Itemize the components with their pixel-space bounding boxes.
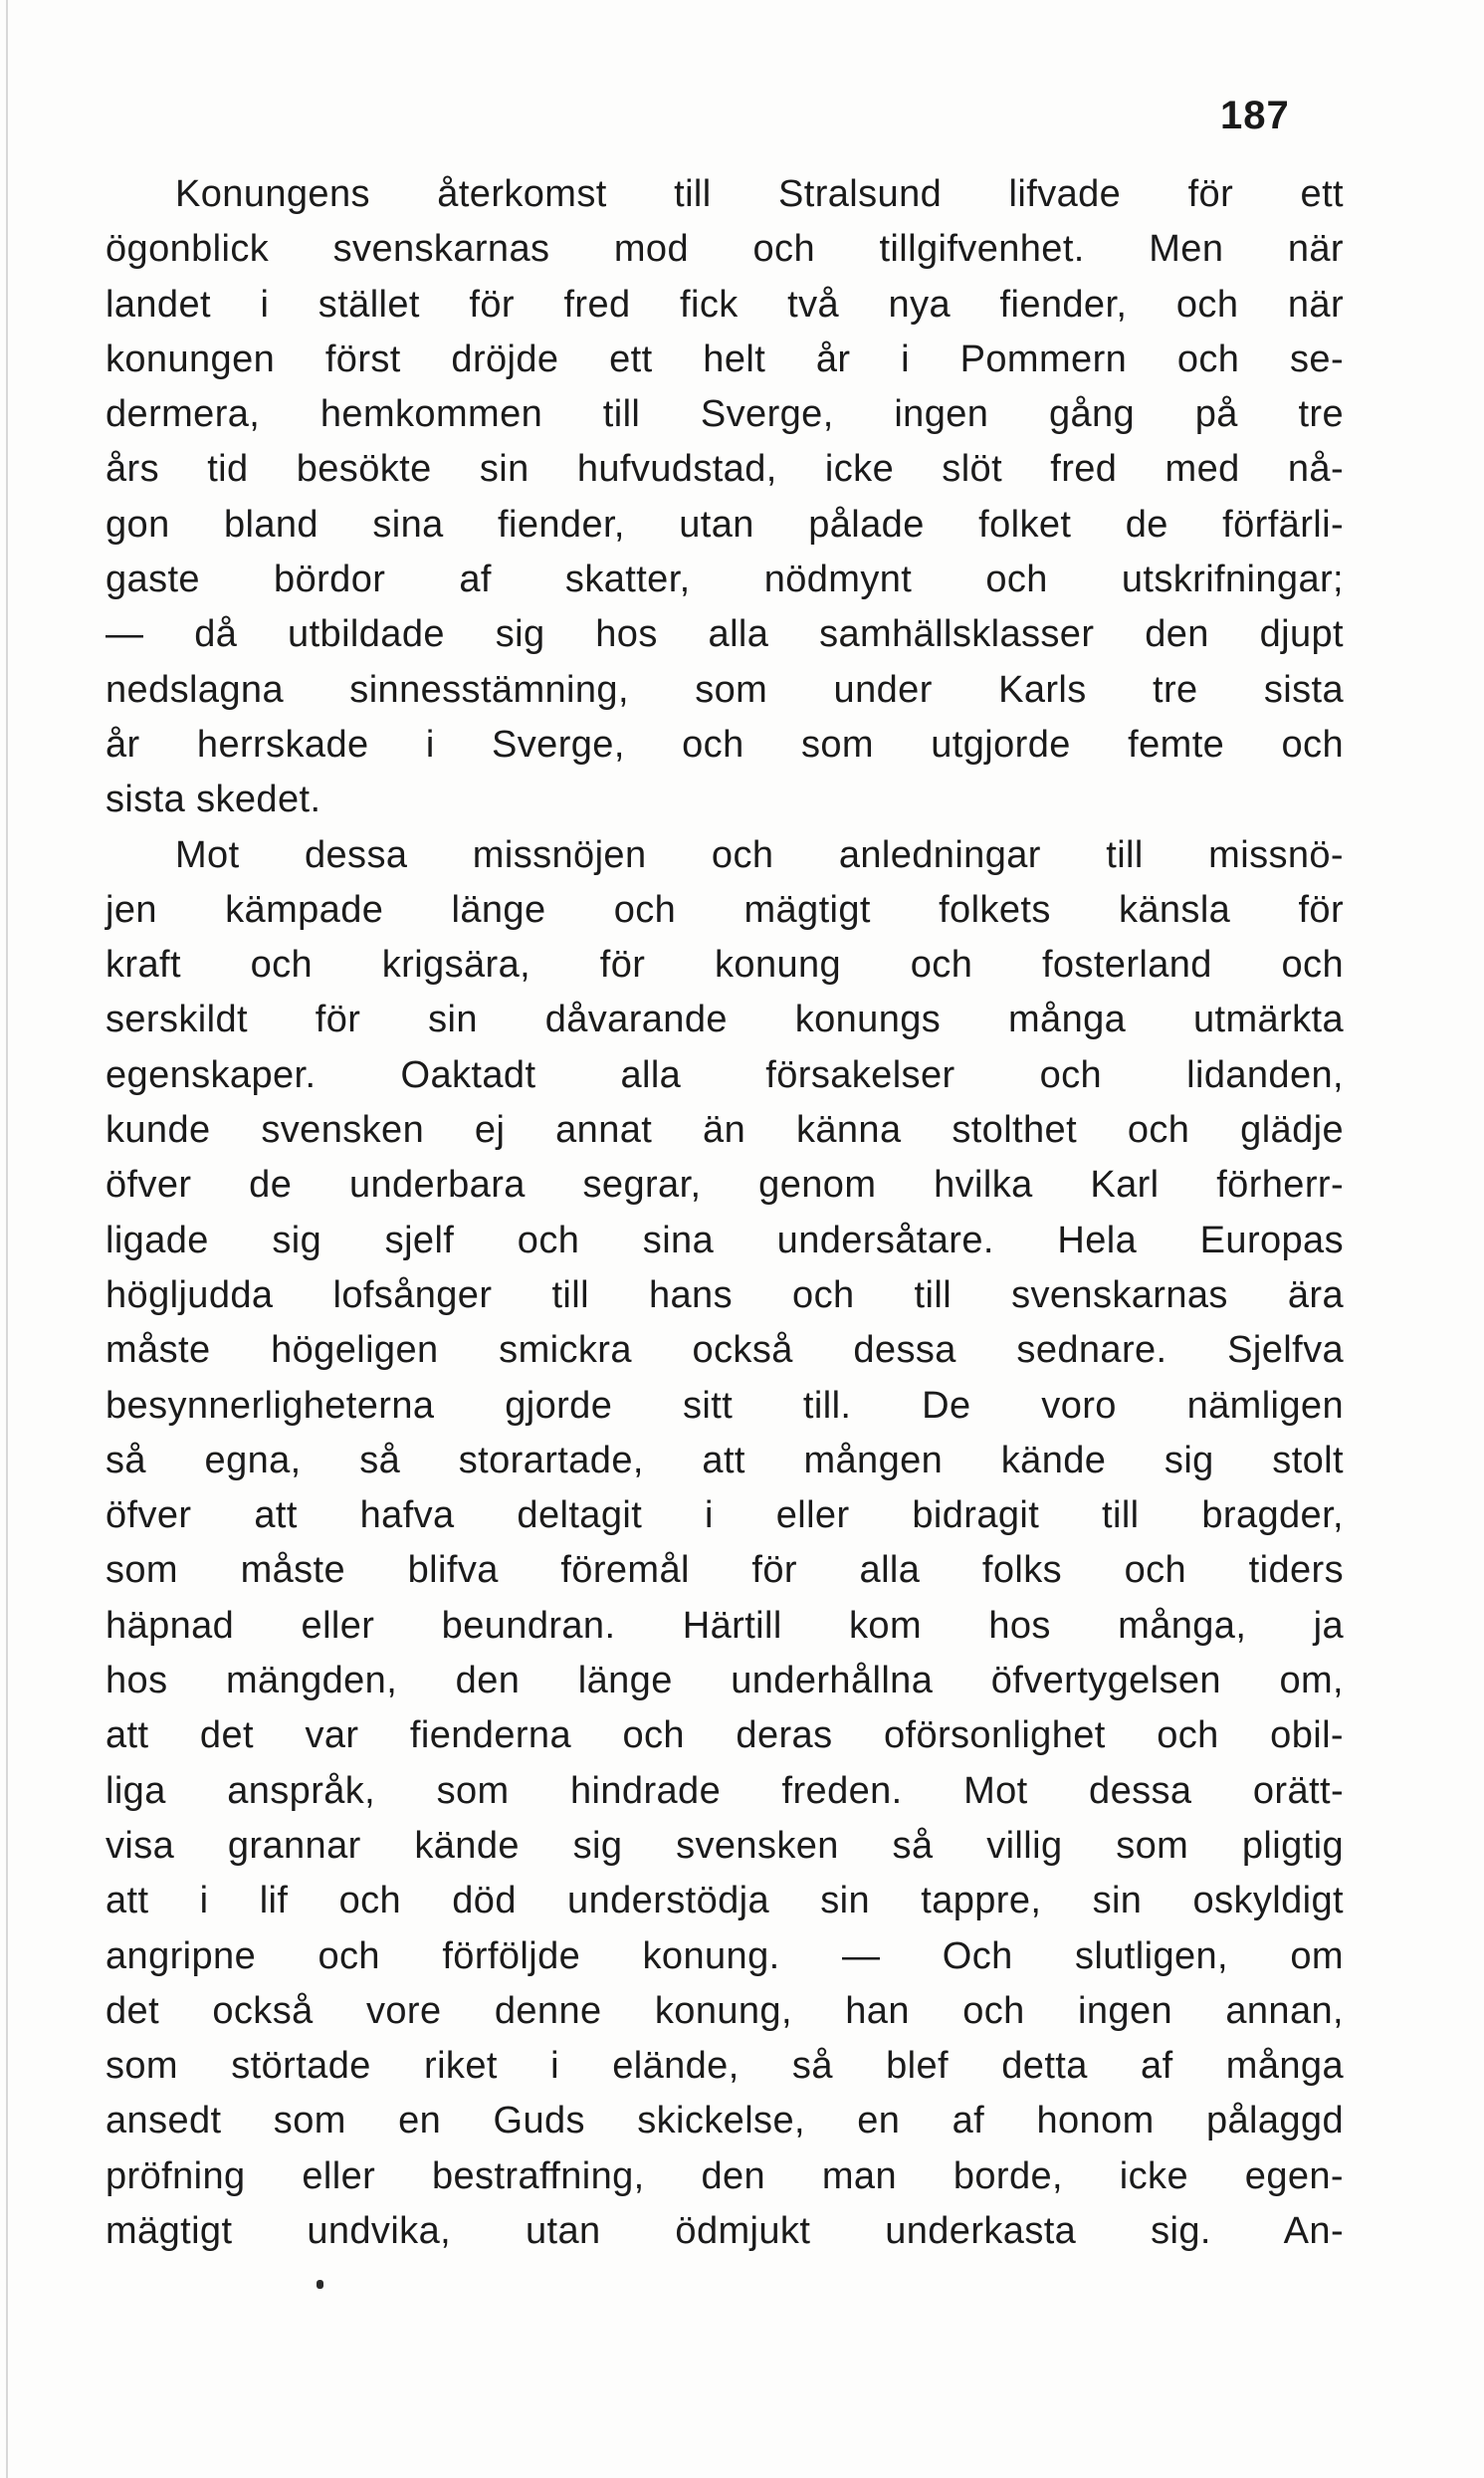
text-line: nedslagna sinnesstämning, som under Karls tre sista: [106, 668, 1344, 711]
text-line: Mot dessa missnöjen och anledningar till missnö-: [175, 833, 1344, 876]
text-line: egenskaper. Oaktadt alla försakelser och lidanden,: [106, 1053, 1344, 1096]
body-text: [106, 167, 1344, 2259]
text-line: Konungens återkomst till Stralsund lifvade för ett: [175, 173, 1344, 215]
text-line: landet i stället för fred fick två nya fiender, och när: [106, 283, 1344, 326]
text-line: att det var fienderna och deras oförsonlighet och obil-: [106, 1714, 1344, 1757]
text-line: jen kämpade länge och mägtigt folkets känsla för: [106, 888, 1344, 931]
text-line: så egna, så storartade, att mången kände sig stolt: [106, 1439, 1344, 1481]
text-line: mägtigt undvika, utan ödmjukt underkasta sig. An-: [106, 2209, 1344, 2252]
text-line: som störtade riket i elände, så blef detta af många: [106, 2045, 1344, 2088]
text-line: att i lif och död understödja sin tappre, sin oskyldigt: [106, 1880, 1344, 1922]
page-number: 187: [1220, 94, 1290, 137]
text-line: gon bland sina fiender, utan pålade folket de förfärli-: [106, 503, 1344, 546]
page-edge-line: [6, 0, 8, 2478]
text-line: måste högeligen smickra också dessa sednare. Sjelfva: [106, 1329, 1344, 1372]
text-line: konungen först dröjde ett helt år i Pommern och se-: [106, 338, 1344, 380]
ink-speck: [317, 2280, 323, 2289]
text-line: års tid besökte sin hufvudstad, icke slöt fred med nå-: [106, 448, 1344, 491]
text-line: dermera, hemkommen till Sverge, ingen gång på tre: [106, 393, 1344, 436]
text-line: år herrskade i Sverge, och som utgjorde femte och: [106, 723, 1344, 766]
text-line: öfver att hafva deltagit i eller bidragit till bragder,: [106, 1494, 1344, 1537]
text-line: ögonblick svenskarnas mod och tillgifvenhet. Men när: [106, 228, 1344, 271]
text-line: häpnad eller beundran. Härtill kom hos många, ja: [106, 1604, 1344, 1647]
text-line: ansedt som en Guds skickelse, en af honom pålaggd: [106, 2100, 1344, 2142]
text-line: öfver de underbara segrar, genom hvilka Karl förherr-: [106, 1164, 1344, 1207]
text-line: sista skedet.: [106, 779, 321, 821]
text-line: — då utbildade sig hos alla samhällsklasser den djupt: [106, 613, 1344, 656]
text-line: besynnerligheterna gjorde sitt till. De voro nämligen: [106, 1384, 1344, 1427]
text-line: serskildt för sin dåvarande konungs många utmärkta: [106, 999, 1344, 1041]
text-line: pröfning eller bestraffning, den man borde, icke egen-: [106, 2154, 1344, 2197]
text-line: visa grannar kände sig svensken så villig som pligtig: [106, 1824, 1344, 1867]
text-line: liga anspråk, som hindrade freden. Mot dessa orätt-: [106, 1769, 1344, 1812]
text-line: angripne och förföljde konung. — Och slutligen, om: [106, 1934, 1344, 1977]
text-line: kunde svensken ej annat än känna stolthet och glädje: [106, 1109, 1344, 1152]
text-line: gaste bördor af skatter, nödmynt och utskrifningar;: [106, 559, 1344, 601]
text-line: högljudda lofsånger till hans och till svenskarnas ära: [106, 1273, 1344, 1316]
text-line: som måste blifva föremål för alla folks och tiders: [106, 1549, 1344, 1592]
text-line: kraft och krigsära, för konung och fosterland och: [106, 944, 1344, 987]
text-line: hos mängden, den länge underhållna öfvertygelsen om,: [106, 1660, 1344, 1702]
text-line: det också vore denne konung, han och ingen annan,: [106, 1989, 1344, 2032]
text-line: ligade sig sjelf och sina undersåtare. Hela Europas: [106, 1219, 1344, 1261]
